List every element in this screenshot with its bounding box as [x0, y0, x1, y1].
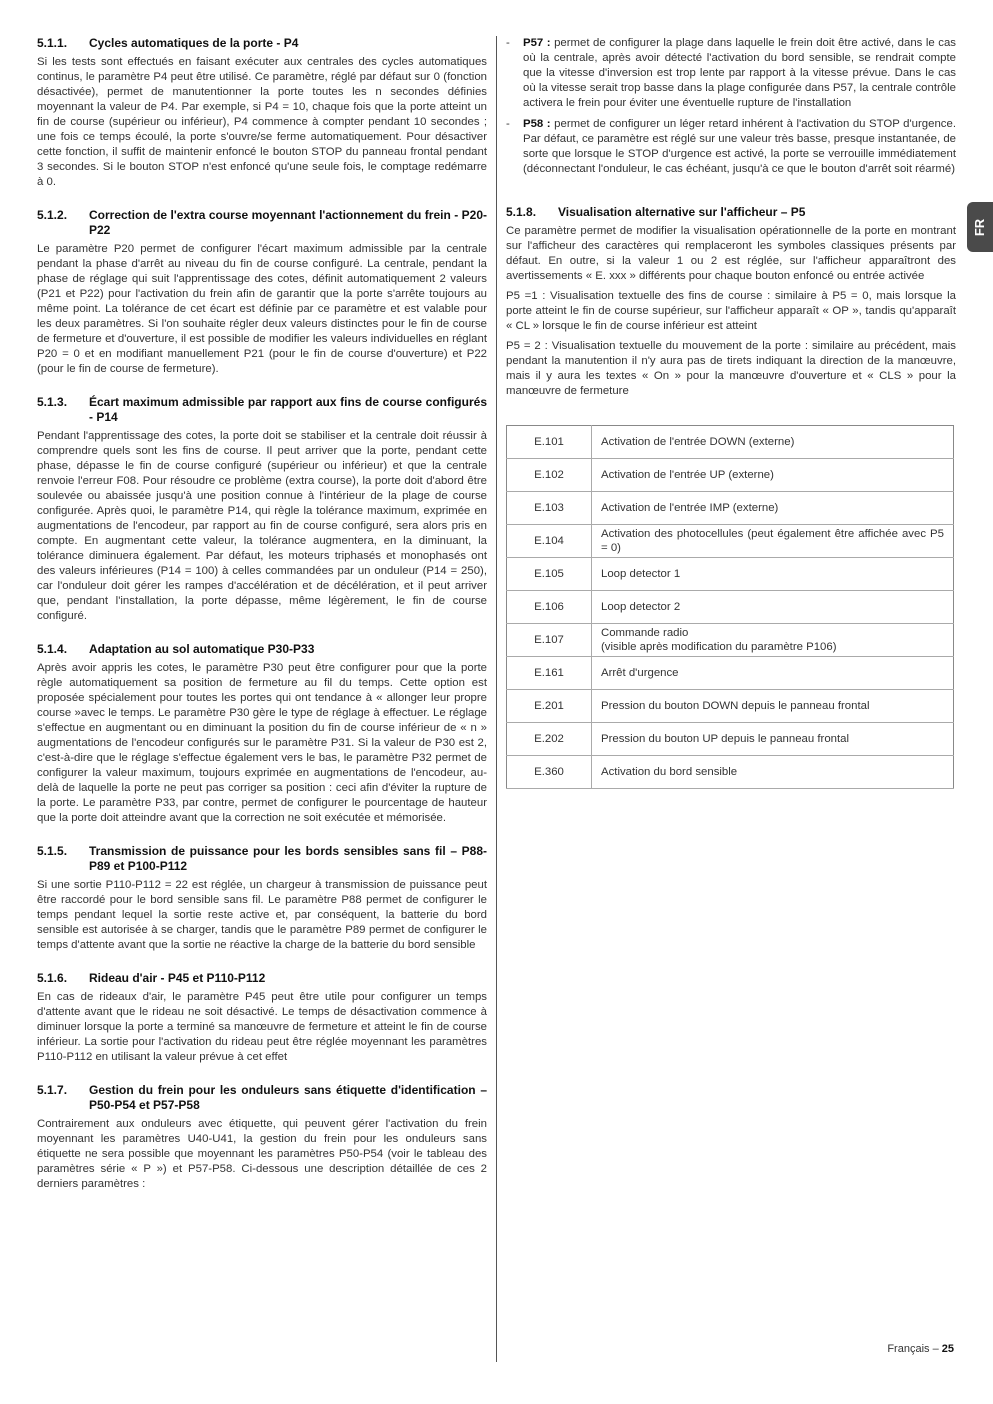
section-heading: [37, 208, 487, 238]
description-cell: [592, 459, 954, 492]
description-cell: [592, 426, 954, 459]
bullet-text: [523, 117, 956, 177]
section-number: 5.1.8.: [506, 205, 537, 219]
table-row: [507, 756, 954, 789]
code-cell: E.105: [507, 558, 592, 591]
language-tab: [967, 202, 993, 252]
paragraph: P5 = 2 : Visualisation textuelle du mouvement de la porte : similaire au précédent, mais pendant la manutention il n'y aura pas de tirets indiquant la direction de la manœuvre, mais il y aura les textes « On » pour la manœuvre d'ouverture et « CLS » pour la manœuvre de fermeture: [506, 340, 956, 397]
section-heading: [37, 1083, 487, 1113]
paragraph: P5 =1 : Visualisation textuelle des fins de course : similaire à P5 = 0, mais lorsque la porte atteint le fin de course supérieur, sur l'afficheur apparaît « OP », tandis qu'apparaît « CL » lorsque le fin de course inférieur est atteint: [506, 290, 956, 332]
paragraph: Le paramètre P20 permet de configurer l'écart maximum admissible par la centrale pendant la phase d'arrêt au niveau du fin de course configuré. La centrale, pendant la phase de réglage qui suit l'apprentissage des cotes, définit automatiquement 2 valeurs (P21 et P22) pour l'activation du frein afin de garantir que la porte s'arrête toujours au même point. La tolérance de cet écart est définie par ce paramètre et est valable pour les deux paramètres. Si l'on souhaite régler deux valeurs distinctes pour le fin de course de fermeture et d'ouverture, il est possible de modifier les valeurs individuelles en réglant P20 = 0 et en modifiant manuellement P21 (pour le fin de course d'ouverture) et P22 (pour le fin de course de fermeture).: [37, 243, 487, 375]
section-title: Cycles automatiques de la porte - P4: [89, 36, 299, 50]
bullet-list: [506, 36, 956, 177]
paragraph: En cas de rideaux d'air, le paramètre P45 peut être utile pour configurer un temps d'attente avant que le rideau ne soit désactivé. Le temps de désactivation commence à diminuer lorsque la porte a terminé sa manœuvre de fermeture et atteint le fin de course inférieur. La sortie pour l'activation du rideau peut être réglée moyennant les paramètres P110-P112 en utilisant la valeur prévue à cet effet: [37, 991, 487, 1063]
parameter-key: P58 :: [523, 118, 551, 130]
code-cell: E.106: [507, 591, 592, 624]
description-cell: [592, 525, 954, 558]
section-title: Visualisation alternative sur l'afficheur – P5: [558, 205, 806, 219]
paragraph: Ce paramètre permet de modifier la visualisation opérationnelle de la porte en montrant sur l'afficheur des caractères qui remplaceront les symboles classiques présents par défaut. En outre, si la valeur 1 ou 2 est réglée, sur l'afficheur apparaîtront des avertissements « E. xxx » différents pour chaque bouton enfoncé ou entrée activée: [506, 225, 956, 282]
table-row: [507, 492, 954, 525]
paragraph: Après avoir appris les cotes, le paramètre P30 peut être configurer pour que la porte règle automatiquement sa position de fermeture au fil du temps. Cette option est proposée spécialement pour toutes les portes qui ont tendance à « allonger leur propre course »avec le temps. Le paramètre P30 gère le type de réglage à effectuer. Le réglage s'effectue en augmentant ou en diminuant la position du fin de course inférieur de « n » augmentations de l'encodeur configurés sur le paramètre P31. Si la valeur de P30 est 2, c'est-à-dire que le réglage s'effectue également vers le bas, le paramètre P32 permet de configurer la valeur maximum, toujours exprimée en augmentations de l'encodeur, au-delà de laquelle la porte ne peut pas corriger sa position : ceci afin d'éviter la rupture de la porte. Le paramètre P33, par contre, permet de configurer le pourcentage de hauteur que la porte doit atteindre avant que la correction ne soit exécutée et mémorisée.: [37, 662, 487, 824]
section-title: Adaptation au sol automatique P30-P33: [89, 642, 315, 656]
section-title: Correction de l'extra course moyennant l'actionnement du frein - P20-P22: [89, 208, 487, 237]
bullet-description: permet de configurer un léger retard inhérent à l'activation du STOP d'urgence. Par défaut, ce paramètre est réglé sur une valeur très basse, presque instantanée, de sorte que lorsque le STOP d'urgence est activé, la porte se verrouille immédiatement (déconnectant l'onduleur, le cas échéant, jusqu'à ce que le bouton d'arrêt soit réarmé): [523, 118, 957, 175]
code-description: Pression du bouton DOWN depuis le panneau frontal: [601, 700, 870, 712]
section-title: Rideau d'air - P45 et P110-P112: [89, 971, 266, 985]
code-description: Loop detector 2: [601, 601, 681, 613]
code-description-note: (visible après modification du paramètre P106): [601, 641, 837, 653]
section-number: 5.1.7.: [37, 1083, 68, 1097]
description-cell: [592, 492, 954, 525]
description-cell: [592, 690, 954, 723]
code-description: Arrêt d'urgence: [601, 667, 679, 679]
code-cell: E.201: [507, 690, 592, 723]
section-heading: [506, 205, 956, 220]
section-5-1-8: [506, 205, 956, 399]
description-cell: [592, 558, 954, 591]
section-heading: [37, 642, 487, 657]
bullet-item: [506, 36, 956, 111]
table-row: [507, 723, 954, 756]
section-number: 5.1.1.: [37, 36, 68, 50]
code-description: Loop detector 1: [601, 568, 681, 580]
left-column: [37, 36, 487, 1210]
section-5-1-3: [37, 395, 487, 624]
column-divider: [496, 36, 497, 1362]
table-row: [507, 591, 954, 624]
description-cell: [592, 756, 954, 789]
code-cell: E.104: [507, 525, 592, 558]
description-cell: [592, 657, 954, 690]
section-heading: [37, 971, 487, 986]
code-cell: E.103: [507, 492, 592, 525]
section-5-1-6: [37, 971, 487, 1065]
paragraph: Si les tests sont effectués en faisant exécuter aux centrales des cycles automatiques continus, le paramètre P4 peut être utilisé. Ce paramètre, réglé par défaut sur 0 (fonction désactivée), permet de manutentionner la porte toutes les n secondes définies moyennant la valeur de P4. Par exemple, si P4 = 10, chaque fois que la porte atteint un fin de course (supérieur ou inférieur), P4 commence à compter pendant 10 secondes ; une fois ce temps écoulé, la porte s'ouvre/se ferme automatiquement. Pour désactiver cette fonction, il suffit de maintenir enfoncé le bouton STOP du panneau frontal pendant 3 secondes. Si le bouton STOP n'est enfoncé qu'une seule fois, le comptage redémarre à 0.: [37, 56, 487, 188]
section-5-1-2: [37, 208, 487, 377]
code-cell: E.161: [507, 657, 592, 690]
bullet-dash: -: [506, 37, 510, 49]
table-row: [507, 657, 954, 690]
description-cell: [592, 624, 954, 657]
section-heading: [37, 844, 487, 874]
page-footer: [887, 1343, 954, 1355]
section-5-1-7: [37, 1083, 487, 1192]
section-number: 5.1.4.: [37, 642, 68, 656]
table-row: [507, 525, 954, 558]
section-title: Écart maximum admissible par rapport aux fins de course configurés - P14: [89, 395, 487, 424]
bullet-dash: -: [506, 118, 510, 130]
section-title: Transmission de puissance pour les bords sensibles sans fil – P88-P89 et P100-P112: [89, 844, 487, 873]
section-heading: [37, 395, 487, 425]
table-row: [507, 426, 954, 459]
bullet-item: [506, 117, 956, 177]
code-description: Activation de l'entrée UP (externe): [601, 469, 774, 481]
bullet-description: permet de configurer la plage dans laquelle le frein doit être activé, dans le cas où la centrale, après avoir détecté l'activation du bord sensible, se rendrait compte que la vitesse d'inversion est trop lente par rapport à la vitesse prévue. Dans le cas où la vitesse serait trop basse dans la plage configurée dans P57, la centrale contrôle activera le frein pour éviter une éventuelle rupture de l'installation: [523, 37, 956, 109]
code-description: Activation du bord sensible: [601, 766, 738, 778]
table-row: [507, 624, 954, 657]
code-cell: E.360: [507, 756, 592, 789]
code-cell: E.202: [507, 723, 592, 756]
table-row: [507, 459, 954, 492]
paragraph: Contrairement aux onduleurs avec étiquette, qui peuvent gérer l'activation du frein moyennant les paramètres U40-U41, la gestion du frein pour les onduleurs sans étiquette ne sera possible que moyennant les paramètres P50-P54 (voir le tableau des paramètres série « P ») et P57-P58. Ci-dessous une description détaillée de ces 2 derniers paramètres :: [37, 1118, 487, 1190]
section-number: 5.1.2.: [37, 208, 68, 222]
code-description: Pression du bouton UP depuis le panneau frontal: [601, 733, 850, 745]
right-column: [506, 36, 956, 789]
bullet-text: [523, 36, 956, 111]
paragraph: Pendant l'apprentissage des cotes, la porte doit se stabiliser et la centrale doit réussir à comprendre quels sont les fins de course. Il peut arriver que la porte, pendant cette phase, dépasse le fin de course configuré (supérieur ou inférieur) et que la centrale renvoie l'erreur F08. Pour résoudre ce problème (extra course), la porte doit d'abord être soulevée ou abaissée jusqu'à une position connue à l'intérieur de la plage de course configurée. Après quoi, le paramètre P14, qui règle la tolérance maximum, exprimée en augmentations de l'encodeur, par rapport au fin de course configuré, sera alors pris en compte. En augmentant cette valeur, la tolérance augmentera, en la diminuant, la tolérance diminuera également. Par défaut, les moteurs triphasés et monophasés ont des valeurs inférieures (P14 = 100) à celles commandées par un onduleur (P14 = 250), car l'onduleur doit gérer les rampes d'accélération et de décélération, et il peut arriver que, pendant l'installation, la porte dépasse, même légèrement, le fin de course configuré.: [37, 430, 487, 622]
section-title: Gestion du frein pour les onduleurs sans étiquette d'identification – P50-P54 et P57-P58: [89, 1083, 487, 1112]
section-5-1-1: [37, 36, 487, 190]
table-row: [507, 690, 954, 723]
code-description: Commande radio: [601, 627, 689, 639]
section-number: 5.1.5.: [37, 844, 68, 858]
section-heading: [37, 36, 487, 51]
footer-language: Français –: [887, 1343, 942, 1355]
section-number: 5.1.3.: [37, 395, 68, 409]
section-number: 5.1.6.: [37, 971, 68, 985]
code-cell: E.102: [507, 459, 592, 492]
table-row: [507, 558, 954, 591]
page-number: 25: [941, 1343, 954, 1355]
language-tab-label: FR: [972, 218, 988, 236]
code-description: Activation des photocellules (peut également être affichée avec P5 = 0): [601, 528, 944, 554]
paragraph: Si une sortie P110-P112 = 22 est réglée, un chargeur à transmission de puissance peut être raccordé pour le bord sensible sans fil. Le paramètre P88 permet de configurer le temps pendant lequel la sortie reste active et, par conséquent, la batterie du bord sensible est autorisée à se charger, tandis que le paramètre P89 permet de configurer le temps d'attente avant que la sortie ne réactive la charge de la batterie du bord sensible: [37, 879, 487, 951]
code-description: Activation de l'entrée IMP (externe): [601, 502, 779, 514]
description-cell: [592, 723, 954, 756]
code-description: Activation de l'entrée DOWN (externe): [601, 436, 795, 448]
code-cell: E.101: [507, 426, 592, 459]
display-code-table: [506, 425, 954, 789]
section-5-1-4: [37, 642, 487, 826]
section-5-1-5: [37, 844, 487, 953]
parameter-key: P57 :: [523, 37, 551, 49]
code-cell: E.107: [507, 624, 592, 657]
description-cell: [592, 591, 954, 624]
